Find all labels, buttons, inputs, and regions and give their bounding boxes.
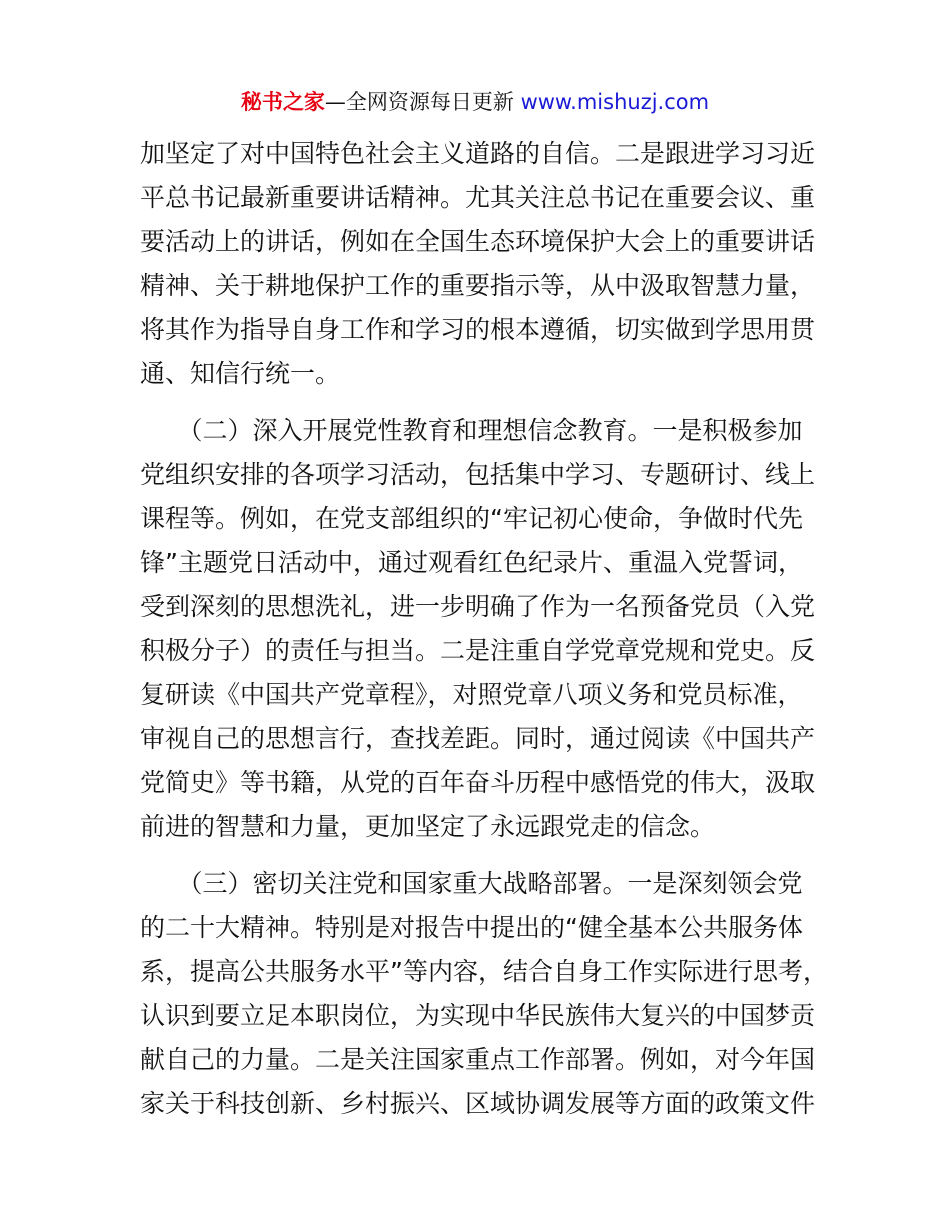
text-line: 前进的智慧和力量，更加坚定了永远跟党走的信念。 xyxy=(140,812,716,841)
document-body xyxy=(140,132,830,1126)
text-line: 加坚定了对中国特色社会主义道路的自信。二是跟进学习习近 xyxy=(140,139,816,168)
text-line: 党简史》等书籍，从党的百年奋斗历程中感悟党的伟大，汲取 xyxy=(140,768,816,797)
text-line: 系，提高公共服务水平”等内容，结合自身工作实际进行思考， xyxy=(140,957,828,986)
text-line: 家关于科技创新、乡村振兴、区域协调发展等方面的政策文件 xyxy=(140,1089,816,1118)
text-line: 党组织安排的各项学习活动，包括集中学习、专题研讨、线上 xyxy=(140,460,816,489)
header-tagline: —全网资源每日更新 xyxy=(324,90,521,114)
paragraph xyxy=(140,132,830,396)
text-line: 献自己的力量。二是关注国家重点工作部署。例如，对今年国 xyxy=(140,1045,816,1074)
text-line: 将其作为指导自身工作和学习的根本遵循，切实做到学思用贯 xyxy=(140,315,816,344)
text-line: 复研读《中国共产党章程》，对照党章八项义务和党员标准， xyxy=(140,680,803,709)
text-line: 要活动上的讲话，例如在全国生态环境保护大会上的重要讲话 xyxy=(140,227,816,256)
text-line: 积极分子）的责任与担当。二是注重自学党章党规和党史。反 xyxy=(140,636,816,665)
text-line: （二）深入开展党性教育和理想信念教育。一是积极参加 xyxy=(140,416,803,445)
text-line: 锋”主题党日活动中，通过观看红色纪录片、重温入党誓词， xyxy=(140,548,803,577)
text-line: 审视自己的思想言行，查找差距。同时，通过阅读《中国共产 xyxy=(140,724,816,753)
brand-name: 秘书之家 xyxy=(240,90,325,114)
page-header xyxy=(0,88,950,116)
text-line: 受到深刻的思想洗礼，进一步明确了作为一名预备党员（入党 xyxy=(140,592,816,621)
text-line: 的二十大精神。特别是对报告中提出的“健全基本公共服务体 xyxy=(140,913,803,942)
text-line: 平总书记最新重要讲话精神。尤其关注总书记在重要会议、重 xyxy=(140,183,816,212)
text-line: 通、知信行统一。 xyxy=(140,359,341,388)
text-line: 精神、关于耕地保护工作的重要指示等，从中汲取智慧力量， xyxy=(140,271,816,300)
website-link[interactable]: www.mishuzj.com xyxy=(520,90,710,114)
text-line: 课程等。例如，在党支部组织的“牢记初心使命，争做时代先 xyxy=(140,504,803,533)
paragraph xyxy=(140,862,830,1126)
paragraph-gap xyxy=(140,849,830,862)
text-line: 认识到要立足本职岗位，为实现中华民族伟大复兴的中国梦贡 xyxy=(140,1001,816,1030)
text-line: （三）密切关注党和国家重大战略部署。一是深刻领会党 xyxy=(140,869,803,898)
paragraph xyxy=(140,409,830,849)
paragraph-gap xyxy=(140,396,830,409)
